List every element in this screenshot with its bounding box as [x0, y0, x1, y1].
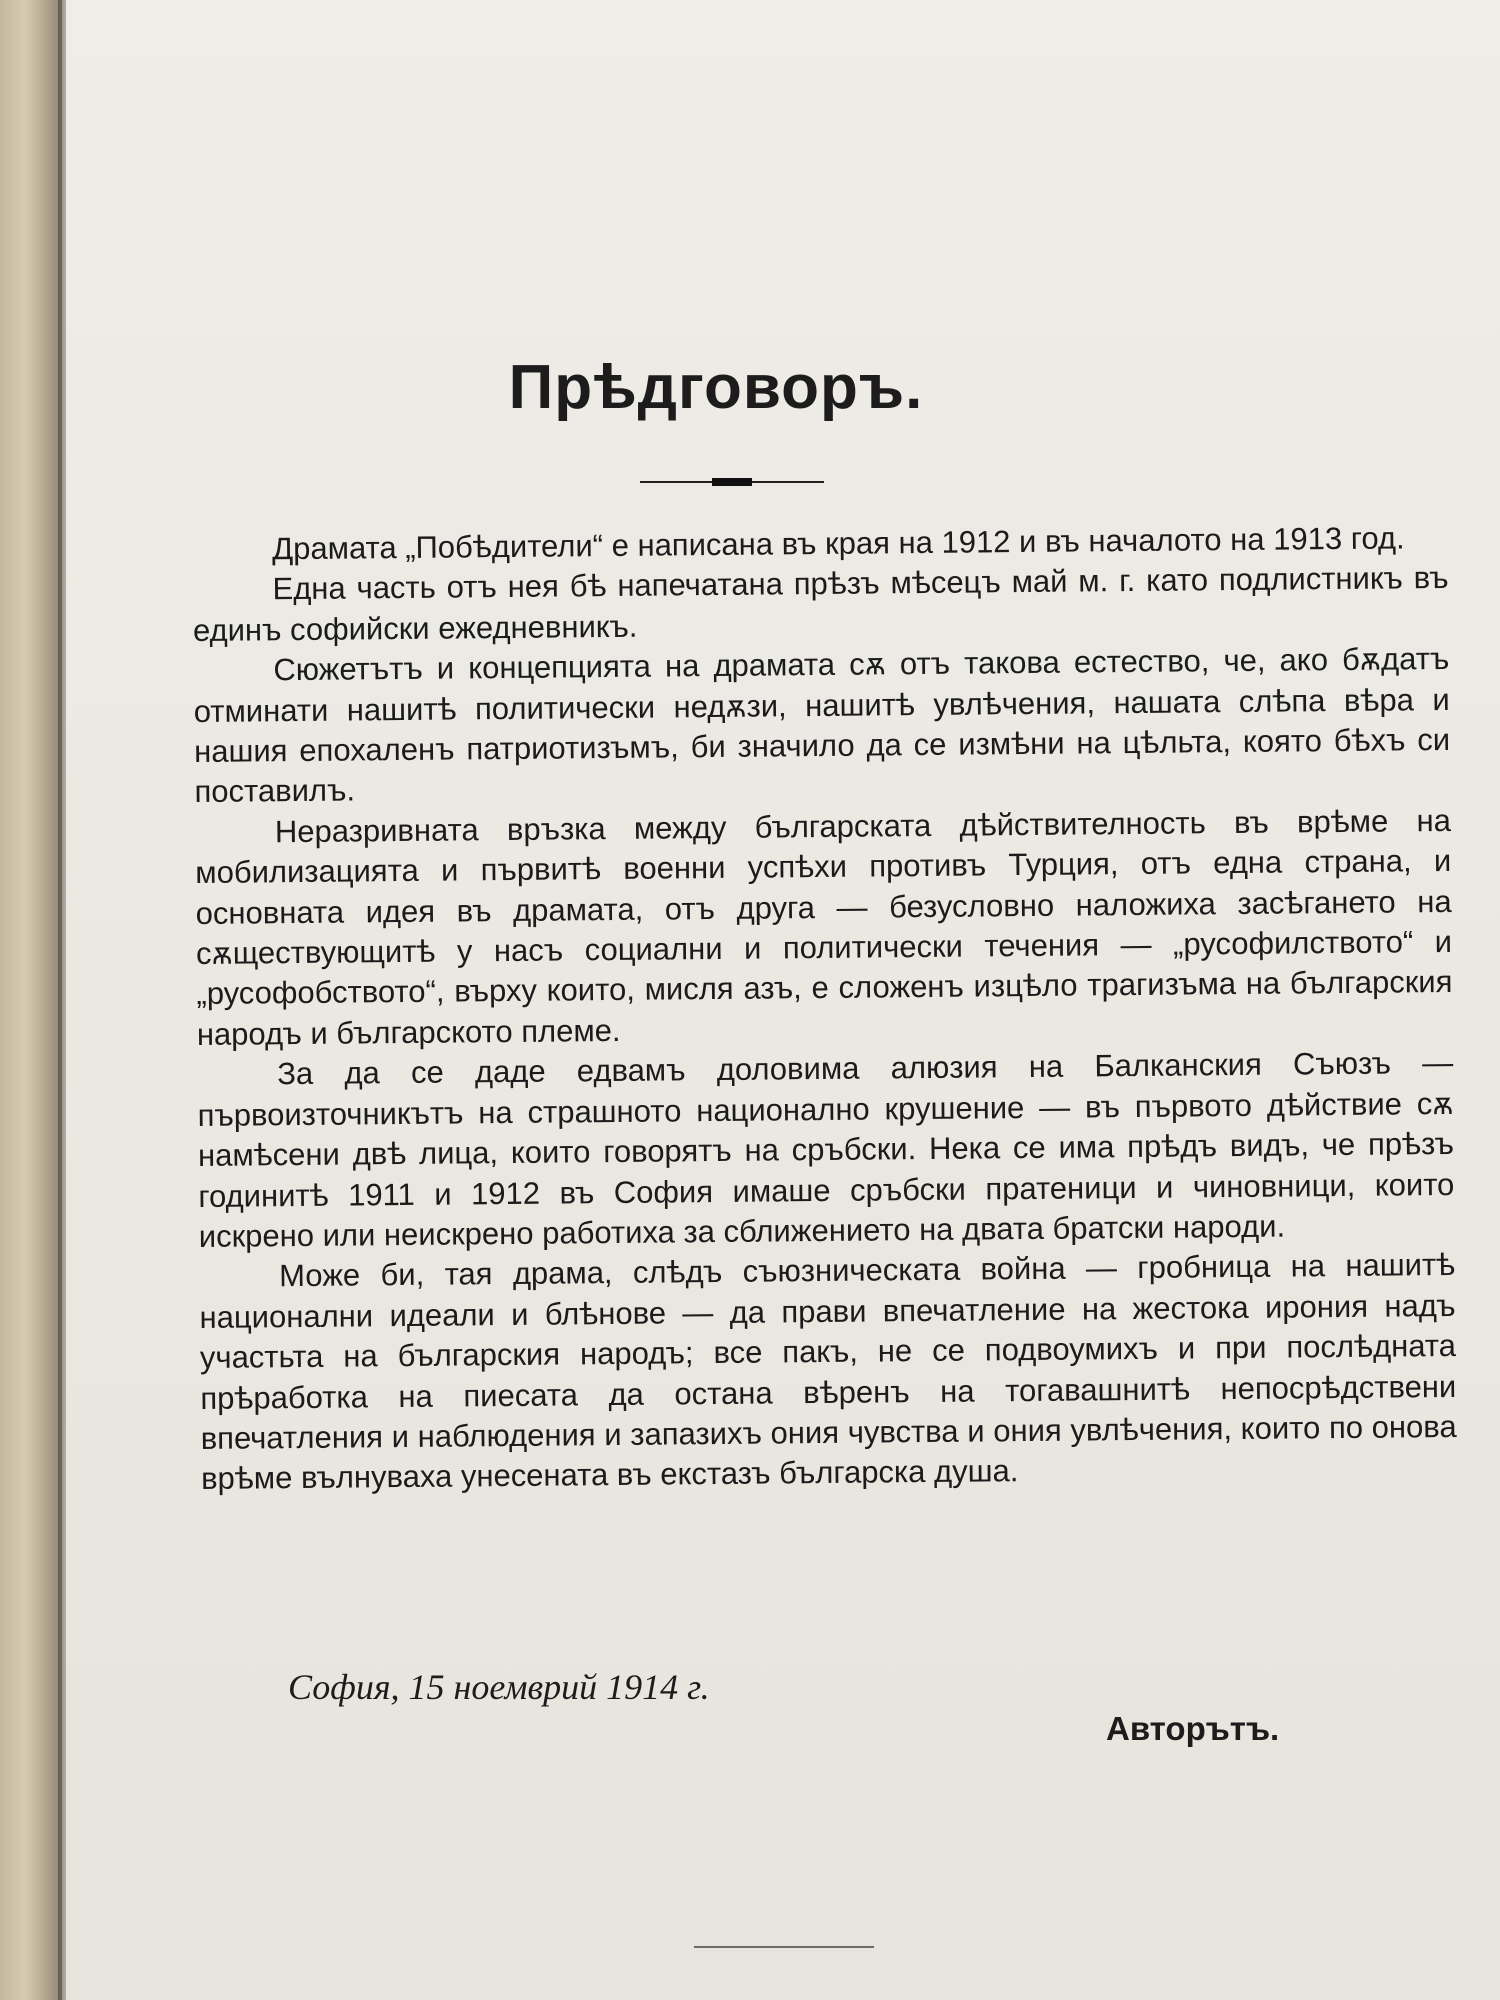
- book-left-edge: [0, 0, 62, 2000]
- paragraph-1: Драмата „Побѣдители“ е написана въ края на 1912 и въ началото на 1913 год.: [272, 520, 1405, 567]
- paragraph-3: Сюжетътъ и концепцията на драмата сѫ отъ такова естество, че, ако бѫдатъ отминати нашитѣ политически недѫзи, нашитѣ увлѣчения, нашата слѣпа вѣра и нашия епохаленъ патриотизъмъ, би значило да се измѣни на цѣльта, която бѣхъ си поставилъ.: [193, 641, 1451, 810]
- author-signature: Авторътъ.: [1106, 1710, 1280, 1747]
- preface-body: [192, 518, 1457, 1500]
- ornament-dash: [712, 478, 752, 486]
- bottom-rule: [694, 1946, 874, 1948]
- title-ornament: [640, 476, 824, 488]
- paragraph-2: Една часть отъ нея бѣ напечатана прѣзъ мѣсецъ май м. г. като подлистникъ въ единъ софийски ежедневникъ.: [192, 560, 1449, 648]
- paragraph-6: Може би, тая драма, слѣдъ съюзническата война — гробница на нашитѣ национални идеали и блѣнове — да прави впечатление на жестока ирония надъ участьта на българския народъ; все пакъ, не се подвоумихъ и при послѣдната прѣработка на пиесата да остана вѣренъ на тогавашнитѣ непосрѣдствени впечатления и наблюдения и запазихъ ония чувства и ония увлѣчения, които по онова врѣме вълнуваха унесената въ екстазъ българска душа.: [199, 1247, 1457, 1497]
- page-title: Прѣдговоръ.: [508, 353, 924, 422]
- book-page: [66, 0, 1500, 2000]
- paragraph-5: За да се даде едвамъ доловима алюзия на Балканския Съюзъ — първоизточникътъ на страшното национално крушение — въ първото дѣйствие сѫ намѣсени двѣ лица, които говорятъ на сръбски. Нека се има прѣдъ видъ, че прѣзъ годинитѣ 1911 и 1912 въ София имаше сръбски пратеници и чиновници, които искрено или неискрено работиха за сближението на двата братски народи.: [197, 1045, 1455, 1254]
- paragraph-4: Неразривната връзка между българската дѣйствителность въ врѣме на мобилизацията и първитѣ военни успѣхи противъ Турция, отъ една страна, и основната идея въ драмата, отъ друга — безусловно наложиха засѣгането на сѫществующитѣ у насъ социални и политически течения — „русофилството“ и „русофобството“, върху които, мисля азъ, е сложенъ изцѣло трагизъма на българския народъ и българското племе.: [195, 802, 1453, 1052]
- place-date: София, 15 ноемврий 1914 г.: [288, 1667, 710, 1707]
